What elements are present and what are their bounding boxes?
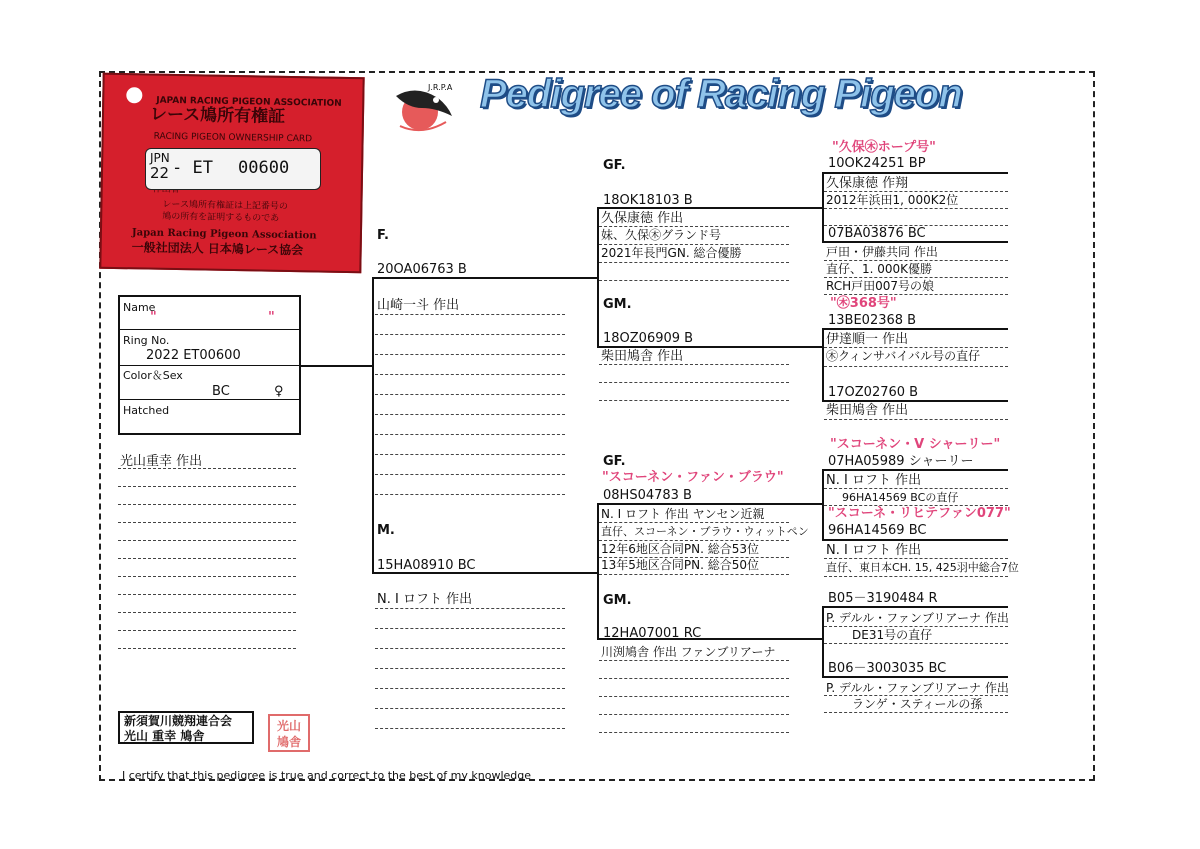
seal-line-2: 鳩舎 bbox=[276, 735, 301, 749]
ggp2-line-1: 戸田・伊藤共同 作出 bbox=[826, 245, 938, 259]
tree-line bbox=[597, 503, 822, 505]
gf1-ring: 18OK18103 B bbox=[603, 193, 693, 208]
card-assoc-jp: 一般社団法人 日本鳩レース協会 bbox=[131, 240, 304, 258]
gf2-line-1: N. I ロフト 作出 ヤンセン近親 bbox=[601, 507, 765, 521]
sire-ring: 20OA06763 B bbox=[377, 262, 467, 277]
hatched-label: Hatched bbox=[123, 404, 170, 417]
ggp5-name: "スコーネン・V シャーリー" bbox=[830, 437, 1001, 452]
club-loft: 光山 重幸 鳩舎 bbox=[124, 729, 205, 743]
ggp6-ring: 96HA14569 BC bbox=[828, 523, 927, 538]
card-year: 22 bbox=[150, 164, 170, 182]
ggp2-line-3: RCH戸田007号の娘 bbox=[826, 279, 935, 293]
tree-line bbox=[301, 365, 373, 367]
ggp1-line-2: 2012年浜田1, 000K2位 bbox=[826, 193, 959, 207]
ggp1-line-1: 久保康徳 作翔 bbox=[826, 176, 909, 191]
club-box bbox=[118, 711, 254, 744]
sire-label: F. bbox=[377, 228, 389, 243]
ggp8-ring: B06－3003035 BC bbox=[828, 661, 947, 676]
gm2-label: GM. bbox=[603, 593, 632, 608]
tree-line bbox=[372, 277, 374, 574]
card-hole bbox=[126, 87, 142, 103]
card-registration-box bbox=[145, 148, 321, 190]
gm1-line-1: 柴田鳩舎 作出 bbox=[601, 349, 684, 364]
ggp8-line-1: P. デルル・ファンブリアーナ 作出 bbox=[826, 681, 1009, 695]
gf2-label: GF. bbox=[603, 454, 626, 469]
ggp3-name: "㊍368号" bbox=[830, 296, 897, 311]
card-org: JAPAN RACING PIGEON ASSOCIATION bbox=[156, 95, 342, 109]
club-name: 新須賀川競翔連合会 bbox=[124, 714, 233, 728]
gm1-label: GM. bbox=[603, 297, 632, 312]
gm2-line-1: 川渕鳩舎 作出 ファンブリアーナ bbox=[601, 645, 776, 659]
card-desc-2: 鳩の所有を証明するものであ bbox=[162, 211, 280, 224]
ggp3-ring: 13BE02368 B bbox=[828, 313, 917, 328]
name-quote-open: " bbox=[150, 310, 157, 325]
gf2-line-3: 12年6地区合同PN. 総合53位 bbox=[601, 542, 760, 556]
seal-line-1: 光山 bbox=[276, 719, 301, 733]
ggp7-ring: B05－3190484 R bbox=[828, 591, 938, 606]
gm2-ring: 12HA07001 RC bbox=[603, 626, 702, 641]
ring-label: Ring No. bbox=[123, 334, 170, 347]
gf1-line-3: 2021年長門GN. 総合優勝 bbox=[601, 246, 742, 260]
page-title: Pedigree of Racing Pigeon bbox=[480, 72, 962, 116]
sex-value: ♀ bbox=[274, 384, 284, 399]
ggp6-line-2: 直仔、東日本CH. 15, 425羽中総合7位 bbox=[826, 561, 1019, 574]
dam-ring: 15HA08910 BC bbox=[377, 558, 476, 573]
gf1-label: GF. bbox=[603, 158, 626, 173]
ggp3-line-2: ㊍クィンサバイバル号の直仔 bbox=[826, 349, 981, 363]
bird-info-box bbox=[118, 295, 301, 435]
gf2-line-2: 直仔、スコーネン・ブラウ・ウィットペン bbox=[601, 525, 809, 538]
loft-seal bbox=[268, 714, 310, 752]
ggp2-line-2: 直仔、1. 000K優勝 bbox=[826, 262, 933, 276]
card-prefix: JPN bbox=[150, 151, 170, 165]
dam-breeder: N. I ロフト 作出 bbox=[377, 592, 473, 607]
ggp6-line-1: N. I ロフト 作出 bbox=[826, 543, 922, 558]
sire-breeder: 山崎一斗 作出 bbox=[377, 298, 460, 313]
ggp8-line-2: ランゲ・スティールの孫 bbox=[852, 697, 983, 711]
tree-line bbox=[597, 503, 599, 640]
ggp5-line-2: 96HA14569 BCの直仔 bbox=[842, 491, 959, 504]
ggp2-ring: 07BA03876 BC bbox=[828, 226, 926, 241]
card-title-en: RACING PIGEON OWNERSHIP CARD bbox=[153, 131, 313, 145]
ggp1-ring: 10OK24251 BP bbox=[828, 156, 926, 171]
card-number: 00600 bbox=[238, 158, 290, 178]
logo-text: J.R.P.A bbox=[428, 83, 453, 92]
certify-text: I certify that this pedigree is true and correct to the best of my knowledge bbox=[122, 769, 532, 782]
gf2-ring: 08HS04783 B bbox=[603, 488, 692, 503]
bird-breeder: 光山重幸 作出 bbox=[120, 454, 203, 469]
ggp4-ring: 17OZ02760 B bbox=[828, 385, 919, 400]
card-assoc-en: Japan Racing Pigeon Association bbox=[131, 227, 317, 242]
colorsex-label: Color＆Sex bbox=[123, 369, 183, 382]
ggp4-line-1: 柴田鳩舎 作出 bbox=[826, 403, 909, 418]
name-label: Name bbox=[123, 301, 156, 314]
ring-value: 2022 ET00600 bbox=[146, 348, 241, 363]
gf2-name: "スコーネン・ファン・ブラウ" bbox=[602, 470, 784, 485]
card-title-jp: レース鳩所有権証 bbox=[149, 104, 286, 127]
tree-line bbox=[597, 346, 822, 348]
ggp7-line-2: DE31号の直仔 bbox=[852, 628, 933, 642]
gf1-line-1: 久保康徳 作出 bbox=[601, 211, 684, 226]
ggp5-line-1: N. I ロフト 作出 bbox=[826, 473, 922, 488]
gm1-ring: 18OZ06909 B bbox=[603, 331, 694, 346]
ggp3-line-1: 伊達順一 作出 bbox=[826, 332, 909, 347]
card-desc-1: レース鳩所有権証は上記番号の bbox=[162, 199, 289, 212]
ggp1-name: "久保㊍ホープ号" bbox=[832, 140, 936, 155]
gf2-line-4: 13年5地区合同PN. 総合50位 bbox=[601, 558, 760, 572]
name-quote-close: " bbox=[268, 310, 275, 325]
color-value: BC bbox=[212, 384, 230, 399]
card-dash: - ET bbox=[172, 158, 213, 178]
dam-label: M. bbox=[377, 523, 395, 538]
gf1-line-2: 妹、久保㊍グランド号 bbox=[601, 228, 722, 242]
ggp5-ring: 07HA05989 シャーリー bbox=[828, 454, 974, 469]
ggp7-line-1: P. デルル・ファンブリアーナ 作出 bbox=[826, 611, 1009, 625]
tree-line bbox=[372, 277, 599, 279]
tree-line bbox=[597, 207, 599, 348]
ggp6-name: "スコーネ・リヒテファン077" bbox=[828, 506, 1011, 521]
